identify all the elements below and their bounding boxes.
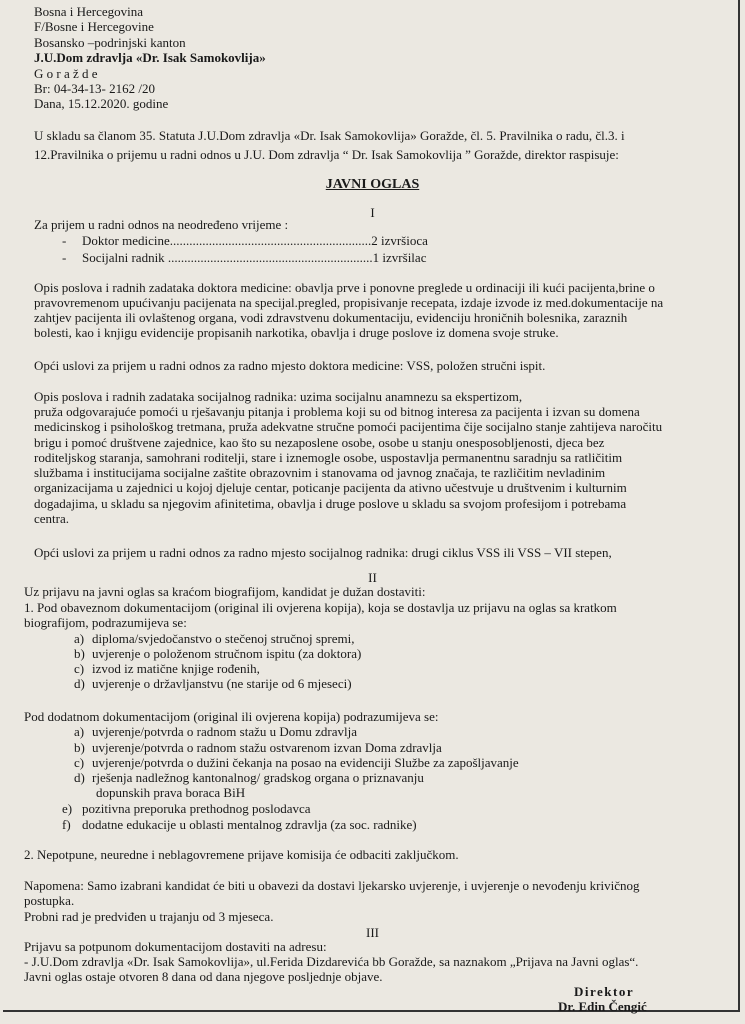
header-country: Bosna i Hercegovina	[34, 4, 144, 19]
submission-duration: Javni oglas ostaje otvoren 8 dana od dana njegove posljednje objave.	[24, 969, 383, 984]
social-duties-line: organizacijama u zajednici u kojoj djeluje centar, poticanje pacijenta da ativno učestvuje u društvenim i kulturnim	[34, 480, 627, 495]
social-duties-line: medicinskog i psihološkog tretmana, pruža adekvatne stručne pomoći pacijentima čije socijalno stanje zahtijeva naročitu	[34, 419, 663, 434]
additional-item-continuation: dopunskih prava boraca BiH	[96, 785, 246, 800]
item-letter: a)	[74, 724, 85, 739]
header-federation: F/Bosne i Hercegovine	[34, 19, 154, 34]
social-duties-line: brigu i pomoć društvene zajednice, kao što su nezaposlene osobe, osobe u stanju onesposobljenosti, djeca bez	[34, 435, 605, 450]
additional-lead: Pod dodatnom dokumentacijom (original ili ovjerena kopija) podrazumijeva se:	[24, 709, 439, 724]
section-2-lead: Uz prijavu na javni oglas sa kraćom biografijom, kandidat je dužan dostaviti:	[24, 584, 426, 599]
section-2-numeral: II	[368, 570, 377, 585]
header-date: Dana, 15.12.2020. godine	[34, 96, 169, 111]
additional-item: rješenja nadležnog kantonalnog/ gradskog organa o priznavanju	[92, 770, 424, 785]
item-letter: d)	[74, 770, 85, 785]
probation: Probni rad je predviđen u trajanju od 3 mjeseca.	[24, 909, 274, 924]
additional-item: pozitivna preporuka prethodnog poslodavca	[82, 801, 311, 816]
position-social-worker: Socijalni radnik ...............................................................1 izvršilac	[82, 250, 427, 265]
doctor-duties-line: Opis poslova i radnih zadataka doktora medicine: obavlja prve i ponovne preglede u ordinaciji ili kući pacijenta,brine o	[34, 280, 655, 295]
doctor-duties-line: pravovremenom upućivanju pacijenata na specijal.pregled, propisivanje recepata, izdaje izvode iz med.dokumentacije na	[34, 295, 664, 310]
position-bullet: -	[62, 250, 67, 265]
header-institution: J.U.Dom zdravlja «Dr. Isak Samokovlija»	[34, 50, 266, 65]
social-conditions: Opći uslovi za prijem u radni odnos za radno mjesto socijalnog radnika: drugi ciklus VSS ili VSS – VII stepen,	[34, 545, 612, 560]
section-1-numeral: I	[370, 205, 375, 220]
mandatory-item: uvjerenje o položenom stručnom ispitu (za doktora)	[92, 646, 362, 661]
section-1-lead: Za prijem u radni odnos na neodređeno vrijeme :	[34, 217, 289, 232]
document-title: JAVNI OGLAS	[325, 177, 420, 192]
additional-item: dodatne edukacije u oblasti mentalnog zdravlja (za soc. radnike)	[82, 817, 417, 832]
mandatory-item: uvjerenje o državljanstvu (ne starije od 6 mjeseci)	[92, 676, 352, 691]
submission-line: Prijavu sa potpunom dokumentacijom dostaviti na adresu:	[24, 939, 327, 954]
signature-role: Direktor	[574, 984, 635, 999]
social-duties-line: centra.	[34, 511, 70, 526]
item-letter: c)	[74, 755, 85, 770]
item-letter: b)	[74, 646, 85, 661]
doctor-duties-line: zahtjev pacijenta ili ovlaštenog organa, vodi zdravstvenu dokumentaciju, evidenciju hroničnih bolesnika, zaraznih	[34, 310, 628, 325]
submission-address: - J.U.Dom zdravlja «Dr. Isak Samokovlija», ul.Ferida Dizdarevića bb Goražde, sa naznakom „Prijava na Javni oglas“.	[24, 954, 639, 969]
item-letter: c)	[74, 661, 85, 676]
social-duties-line: Opis poslova i radnih zadataka socijalnog radnika: uzima socijalnu anamnezu sa ekspertizom,	[34, 389, 523, 404]
position-doctor: Doktor medicine..............................................................2 izvršioca	[82, 233, 428, 248]
additional-item: uvjerenje/potvrda o dužini čekanja na posao na evidenciji Službe za zapošljavanje	[92, 755, 519, 770]
position-bullet: -	[62, 233, 67, 248]
item-letter: b)	[74, 740, 85, 755]
social-duties-line: dogadajima, u skladu sa njegovim afinitetima, obavlja i druge poslove u skladu sa svojom profesijom i potrebama	[34, 496, 627, 511]
header-reference-number: Br: 04-34-13- 2162 /20	[34, 81, 155, 96]
header-canton: Bosansko –podrinjski kanton	[34, 35, 186, 50]
header-city: G o r a ž d e	[34, 66, 98, 81]
note-line: Napomena: Samo izabrani kandidat će biti u obavezi da dostavi ljekarsko uvjerenje, i uvjerenje o nevođenju krivičnog	[24, 878, 640, 893]
mandatory-lead-line: biografijom, podrazumijeva se:	[24, 615, 187, 630]
item-letter: e)	[62, 801, 73, 816]
doctor-conditions: Opći uslovi za prijem u radni odnos za radno mjesto doktora medicine: VSS, položen stručni ispit.	[34, 358, 546, 373]
item-letter: d)	[74, 676, 85, 691]
item-letter: a)	[74, 631, 85, 646]
mandatory-item: izvod iz matične knjige rođenih,	[92, 661, 260, 676]
item-letter: f)	[62, 817, 71, 832]
doctor-duties-line: bolesti, kao i knjigu evidencije propisanih narkotika, obavlja i druge poslove iz domena svoje struke.	[34, 325, 559, 340]
additional-item: uvjerenje/potvrda o radnom stažu u Domu zdravlja	[92, 724, 357, 739]
signature-name: Dr. Edin Čengić	[558, 999, 647, 1014]
social-duties-line: službama i institucijama socijalne zaštite obrazovnim i stanovama od javnog značaja, te različitim nevladinim	[34, 465, 606, 480]
additional-item: uvjerenje/potvrda o radnom stažu ostvarenom izvan Doma zdravlja	[92, 740, 442, 755]
note-line: postupka.	[24, 893, 75, 908]
intro-line-2: 12.Pravilnika o prijemu u radni odnos u J.U. Dom zdravlja “ Dr. Isak Samokovlija ” Goražde, direktor raspisuje:	[34, 147, 619, 162]
intro-line-1: U skladu sa članom 35. Statuta J.U.Dom zdravlja «Dr. Isak Samokovlija» Goražde, čl. 5. Pravilnika o radu, čl.3. i	[34, 128, 625, 143]
social-duties-line: roditeljskog staranja, samohrani roditelji, stare i iznemogle osobe, uspostavlja permanentnu saradnju sa ratličitim	[34, 450, 623, 465]
incomplete-applications: 2. Nepotpune, neuredne i neblagovremene prijave komisija će odbaciti zaključkom.	[24, 847, 459, 862]
mandatory-item: diploma/svjedočanstvo o stečenoj stručnoj spremi,	[92, 631, 355, 646]
social-duties-line: pruža odgovarajuće pomoći u rješavanju pitanja i problema koji su od bitnog interesa za pacijenta i izvan su domena	[34, 404, 640, 419]
section-3-numeral: III	[366, 925, 379, 940]
mandatory-lead-line: 1. Pod obaveznom dokumentacijom (original ili ovjerena kopija), koja se dostavlja uz prijavu na oglas sa kratkom	[24, 600, 617, 615]
